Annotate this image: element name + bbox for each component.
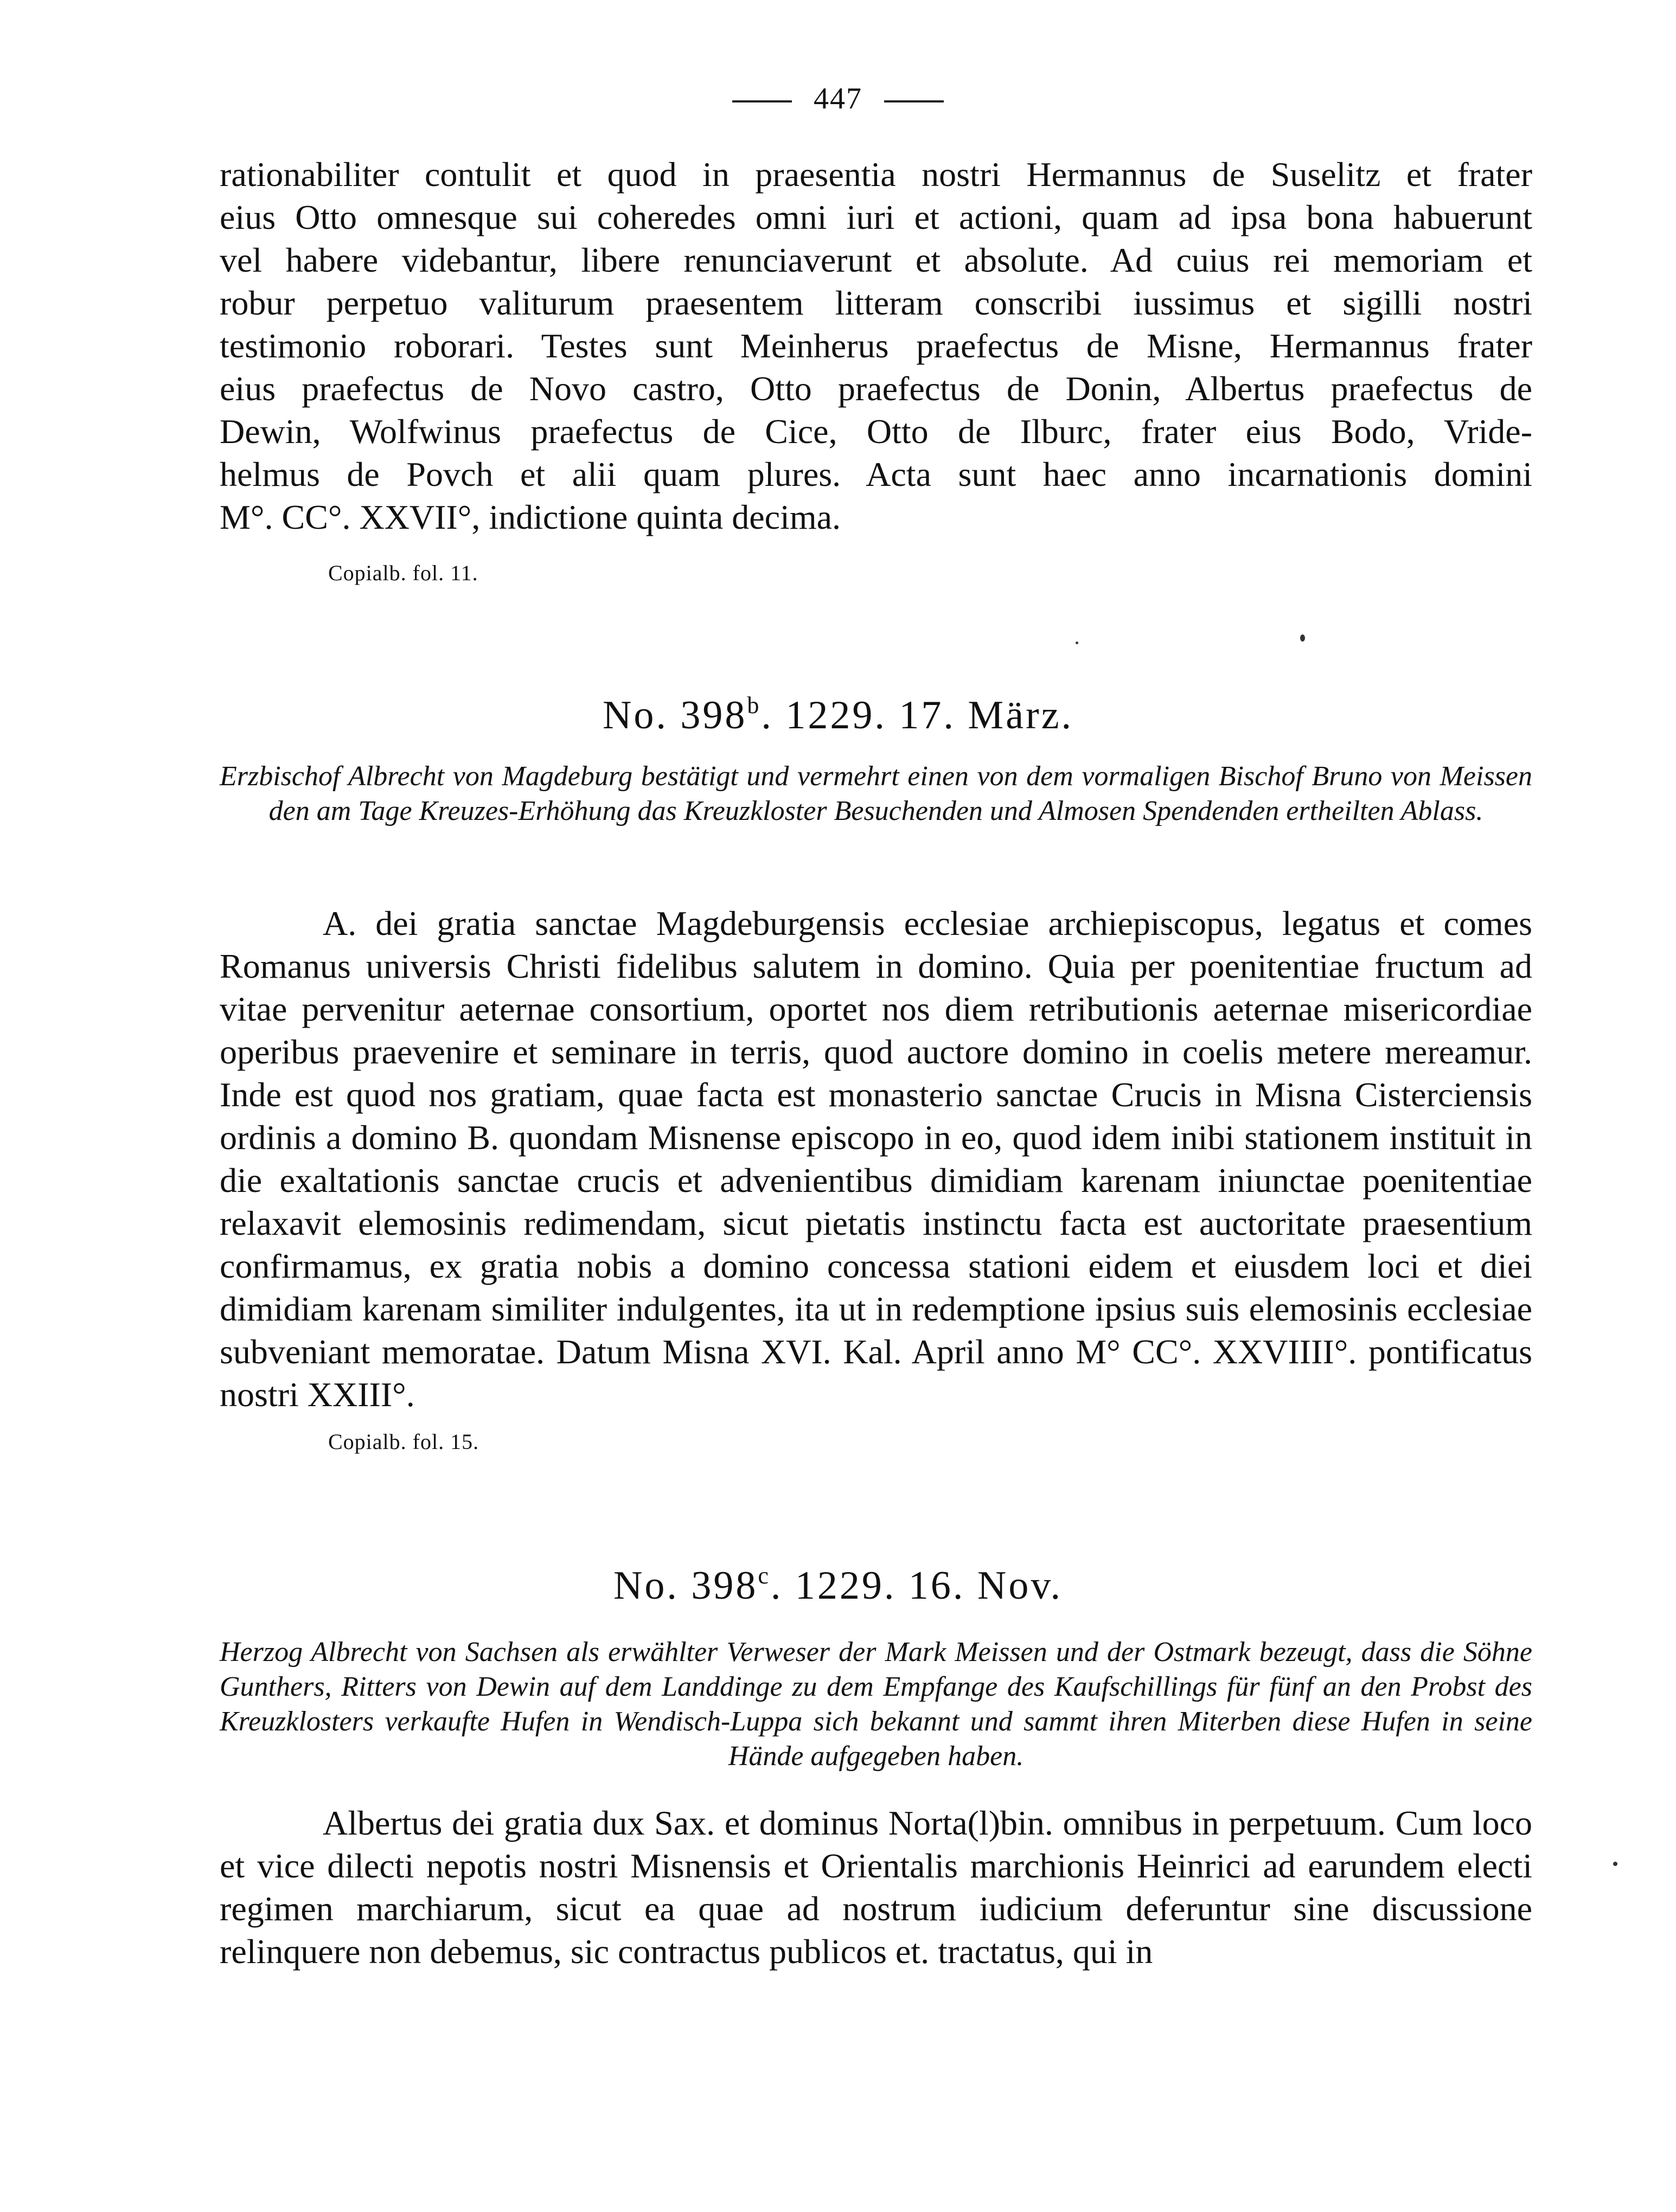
header-rule-right [884,100,944,102]
continuation-line: Dewin, Wolfwinus praefectus de Cice, Otto de Ilburc, frater eius Bodo, Vride- [220,412,1532,451]
continuation-text [220,153,1532,538]
entry-summary: Erzbischof Albrecht von Magdeburg bestätigt und vermehrt einen von dem vormaligen Bischof Bruno von Meissen den am Tage Kreuzes-Erhöhung das Kreuzkloster Besuchenden und Almosen Spendenden ertheilten Ablass. [220,761,1532,826]
entry-text [220,902,1532,1416]
page-header [0,81,1676,116]
source-note: Copialb. fol. 15. [328,1429,479,1454]
entry-heading [0,1562,1676,1609]
ink-speck [1300,634,1305,642]
entry-date: . 1229. 16. Nov. [770,1563,1063,1608]
entry-date: . 1229. 17. März. [761,693,1074,738]
continuation-line: eius praefectus de Novo castro, Otto praefectus de Donin, Albertus praefectus de [220,369,1532,408]
continuation-line: rationabiliter contulit et quod in praesentia nostri Hermannus de Suselitz et frater [220,155,1532,194]
ink-speck [1076,642,1078,644]
entry-number: No. 398 [613,1563,758,1608]
header-rule-left [732,100,792,102]
entry-heading [0,691,1676,739]
page-number: 447 [814,82,862,116]
entry-text [220,1801,1532,1973]
continuation-line: testimonio roborari. Testes sunt Meinherus praefectus de Misne, Hermannus frater [220,326,1532,365]
entry-paragraph: A. dei gratia sanctae Magdeburgensis ecclesiae archiepiscopus, legatus et comes Romanus universis Christi fidelibus salutem in domino. Quia per poenitentiae fructum ad vitae pervenitur aeternae consortium, oportet nos diem retributionis aeternae misericordiae operibus praevenire et seminare in terris, quod auctore domino in coelis metere mereamur. Inde est quod nos gratiam, quae facta est monasterio sanctae Crucis in Misna Cisterciensis ordinis a domino B. quondam Misnense episcopo in eo, quod idem inibi stationem instituit in die exaltationis sanctae crucis et advenientibus dimidiam karenam iniunctae poenitentiae relaxavit elemosinis redimendam, sicut pietatis instinctu facta est auctoritate praesentium confirmamus, ex gratia nobis a domino concessa stationi eidem et eiusdem loci et diei dimidiam karenam similiter indulgentes, ita ut in redemptione ipsius suis elemosinis ecclesiae subveniant memoratae. Datum Misna XVI. Kal. April anno M° CC°. XXVIIII°. pontificatus nostri XXIII°. [220,904,1532,1414]
entry-number: No. 398 [602,693,747,738]
entry-paragraph: Albertus dei gratia dux Sax. et dominus Norta(l)bin. omnibus in perpetuum. Cum loco et vice dilecti nepotis nostri Misnensis et Orientalis marchionis Heinrici ad earundem electi regimen marchiarum, sicut ea quae ad nostrum iudicium deferuntur sine discussione relinquere non debemus, sic contractus publicos et. tractatus, qui in [220,1804,1532,1971]
continuation-line: vel habere videbantur, libere renunciaverunt et absolute. Ad cuius rei memoriam et [220,241,1532,279]
continuation-line: M°. CC°. XXVII°, indictione quinta decima. [220,498,841,536]
entry-number-suffix: b [747,692,762,719]
ink-speck [1613,1862,1617,1866]
source-note: Copialb. fol. 11. [328,561,478,585]
continuation-line: helmus de Povch et alii quam plures. Acta sunt haec anno incarnationis domini [220,455,1532,493]
continuation-line: eius Otto omnesque sui coheredes omni iuri et actioni, quam ad ipsa bona habuerunt [220,198,1532,236]
continuation-line: robur perpetuo valiturum praesentem litteram conscribi iussimus et sigilli nostri [220,284,1532,322]
entry-summary: Herzog Albrecht von Sachsen als erwählter Verweser der Mark Meissen und der Ostmark bezeugt, dass die Söhne Gunthers, Ritters von Dewin auf dem Landdinge zu dem Empfange des Kaufschillings für fünf an den Probst des Kreuzklosters verkaufte Hufen in Wendisch-Luppa sich bekannt und sammt ihren Miterben diese Hufen in seine Hände aufgegeben haben. [220,1637,1532,1772]
entry-number-suffix: c [758,1562,771,1589]
